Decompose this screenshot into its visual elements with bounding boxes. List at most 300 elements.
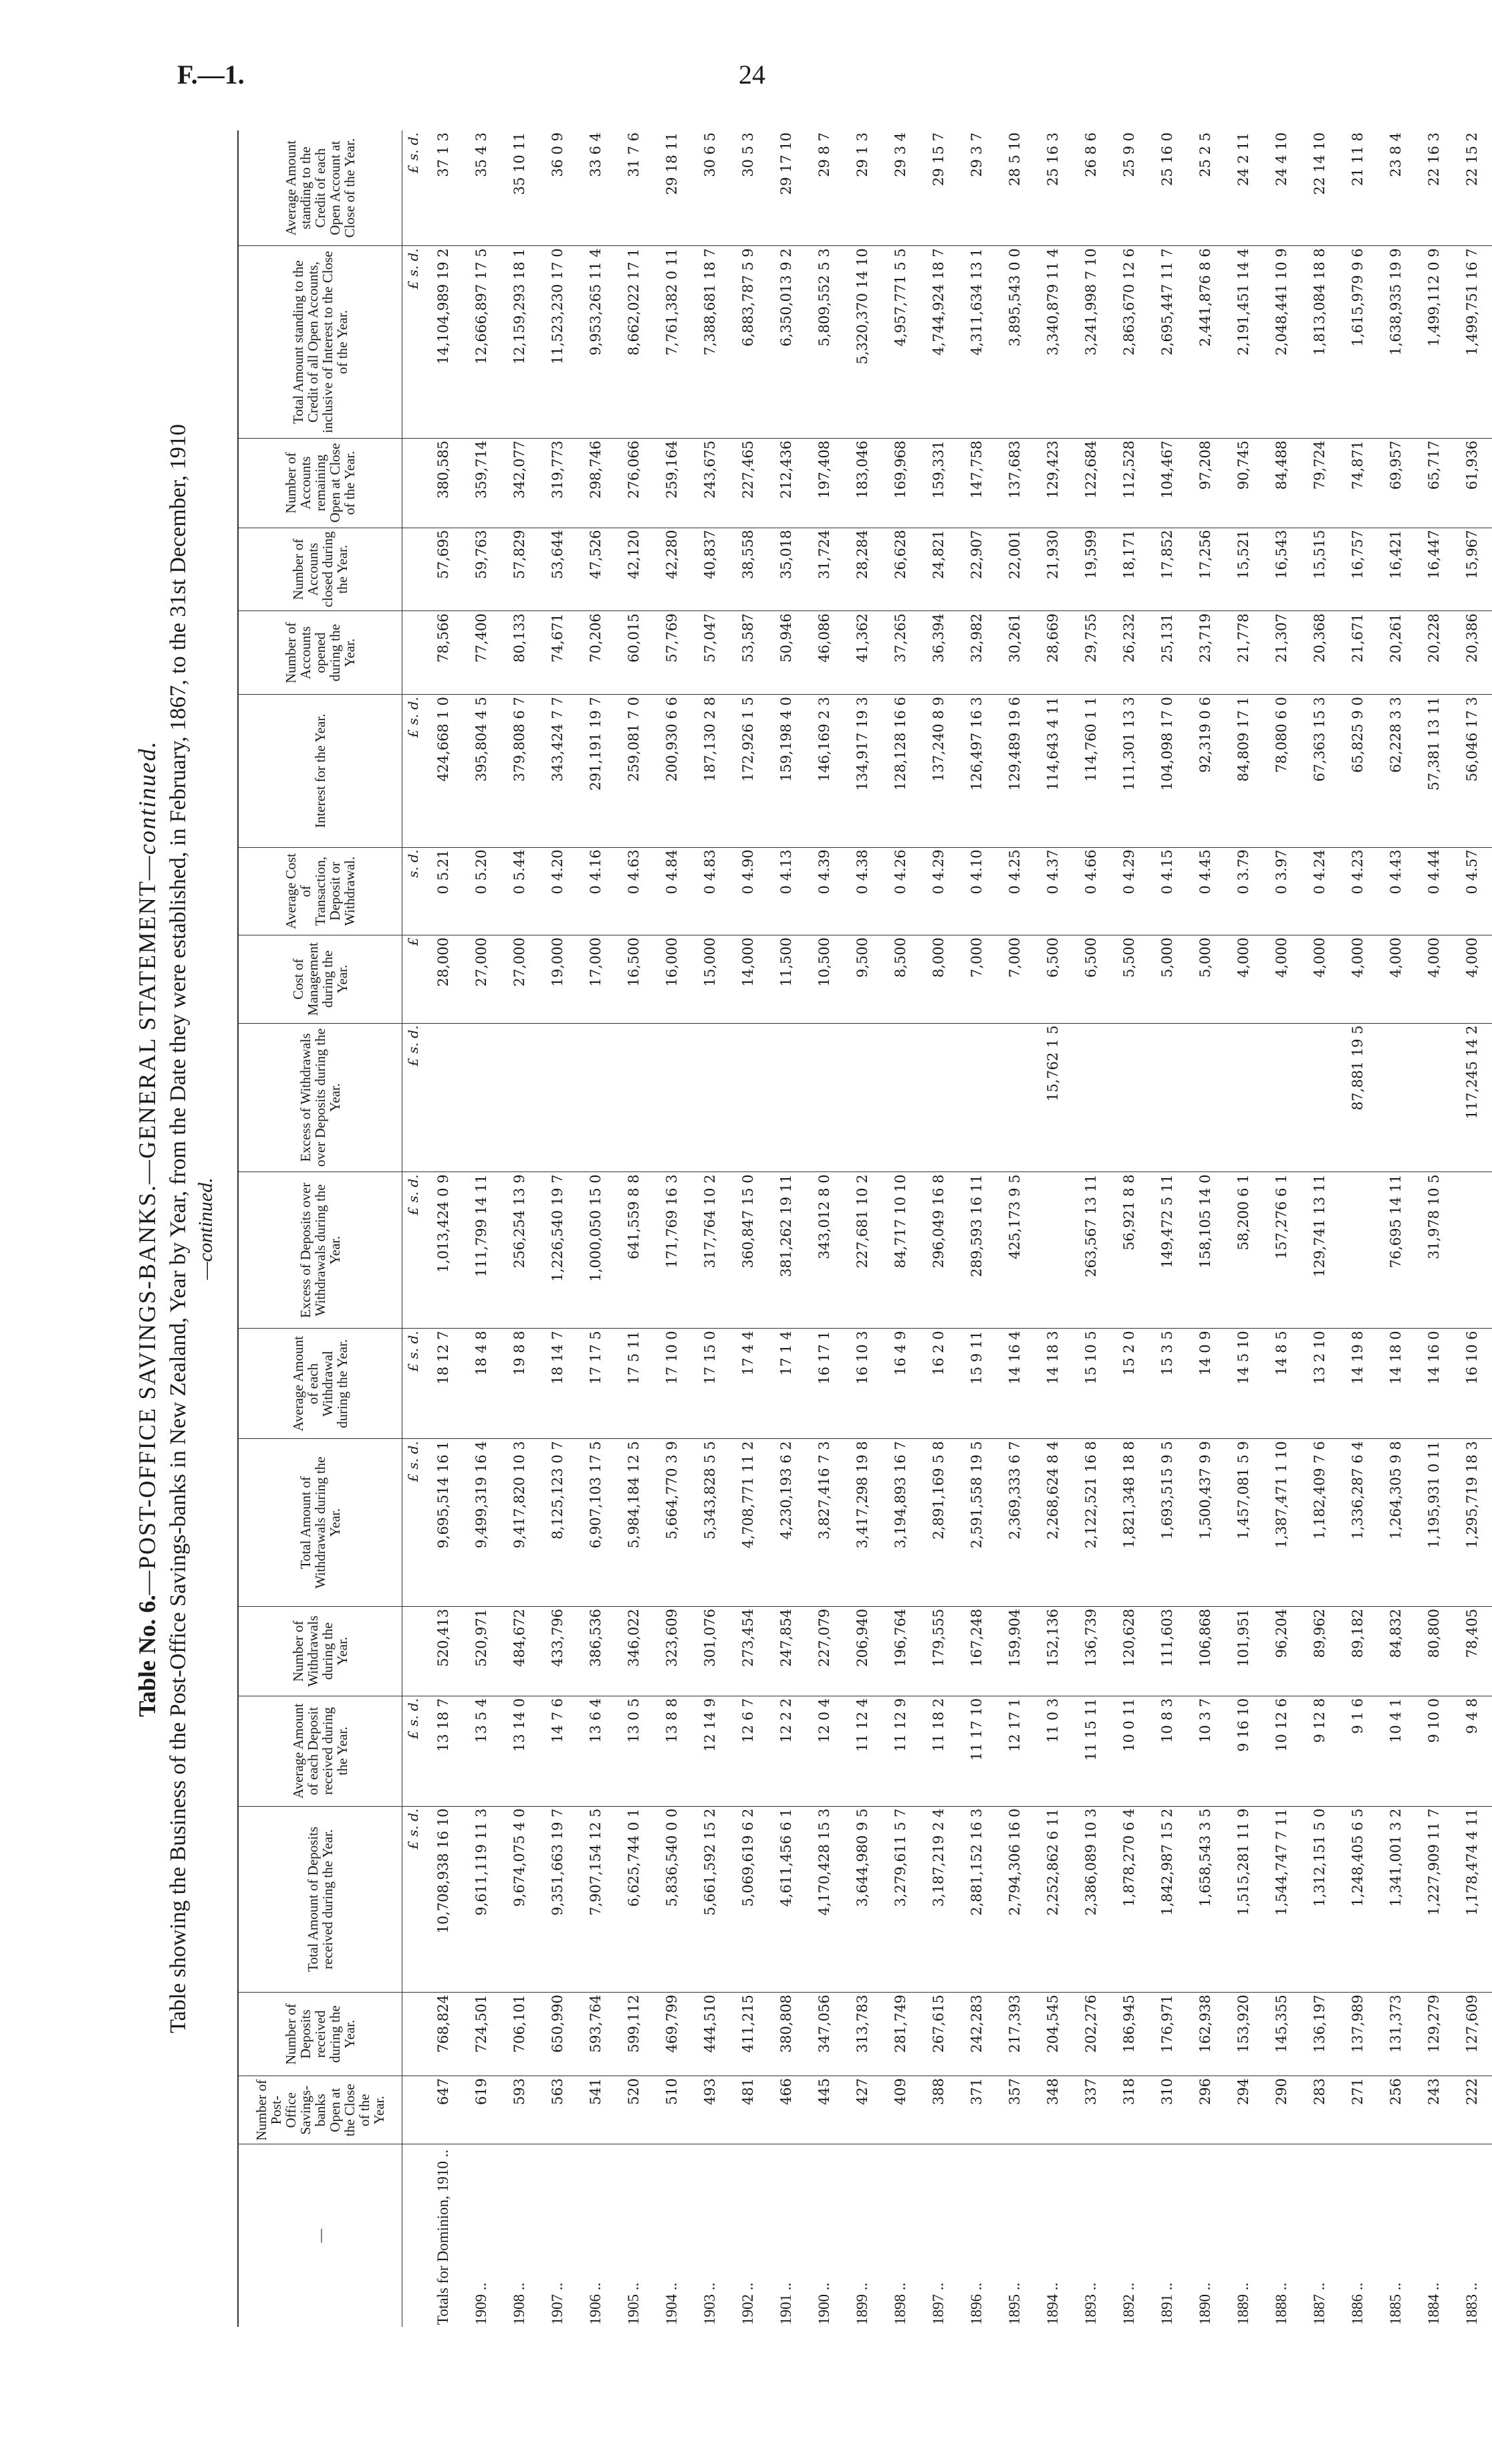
table-cell: 346,022 — [614, 1607, 652, 1696]
table-cell: 17 5 11 — [614, 1329, 652, 1439]
table-subtitle — [165, 130, 219, 2327]
table-row — [614, 130, 652, 2327]
table-cell: 1,341,001 3 2 — [1376, 1806, 1414, 1993]
row-label: Totals for Dominion, 1910 .. — [434, 2149, 451, 2325]
table-row — [1224, 130, 1262, 2327]
row-label: 1893 .. — [1082, 2282, 1099, 2325]
table-cell: 9 10 0 — [1414, 1696, 1453, 1806]
table-cell: 28,669 — [1033, 611, 1072, 695]
unit-cell — [402, 611, 424, 695]
table-cell: 26,232 — [1110, 611, 1148, 695]
row-label: 1895 .. — [1005, 2282, 1023, 2325]
table-cell: 3,340,879 11 4 — [1033, 246, 1072, 438]
table-cell: 10 4 1 — [1376, 1696, 1414, 1806]
table-cell: 16,500 — [614, 935, 652, 1023]
table-cell: 20,228 — [1414, 611, 1453, 695]
table-cell: 122,684 — [1072, 438, 1110, 528]
table-cell: 20,368 — [1300, 611, 1338, 695]
table-cell: 7,000 — [957, 935, 995, 1023]
unit-cell — [402, 2144, 424, 2327]
row-label: 1903 .. — [701, 2282, 718, 2325]
table-cell: 61,936 — [1453, 438, 1491, 528]
table-cell: 427 — [843, 2076, 881, 2144]
unit-cell: £ s. d. — [402, 1172, 424, 1329]
table-cell: 200,930 6 6 — [652, 695, 691, 847]
table-cell: 57,381 13 11 — [1414, 695, 1453, 847]
table-cell: 9,674,075 4 0 — [500, 1806, 538, 1993]
table-cell: 129,279 — [1414, 1993, 1453, 2076]
table-cell: 310 — [1148, 2076, 1186, 2144]
table-cell: 26,628 — [881, 528, 919, 611]
table-cell: 0 4.29 — [1110, 847, 1148, 935]
table-cell — [1186, 1023, 1224, 1172]
table-cell: 1,312,151 5 0 — [1300, 1806, 1338, 1993]
table-cell: 153,920 — [1224, 1993, 1262, 2076]
table-cell: 541 — [576, 2076, 614, 2144]
column-header: Number of Withdrawals during the Year. — [238, 1607, 402, 1696]
table-cell: 2,386,089 10 3 — [1072, 1806, 1110, 1993]
table-cell: 24 2 11 — [1224, 130, 1262, 246]
table-cell: 15 10 5 — [1072, 1329, 1110, 1439]
table-cell — [1262, 1023, 1300, 1172]
table-cell: 15,515 — [1300, 528, 1338, 611]
table-row — [1414, 130, 1453, 2327]
table-cell: 53,587 — [729, 611, 767, 695]
table-cell: 41,362 — [843, 611, 881, 695]
table-row — [1072, 130, 1110, 2327]
table-cell: 222 — [1453, 2076, 1491, 2144]
table-cell — [1453, 1172, 1491, 1329]
table-cell: 176,971 — [1148, 1993, 1186, 2076]
table-cell: 69,957 — [1376, 438, 1414, 528]
row-label: 1901 .. — [777, 2282, 794, 2325]
table-cell: 11 17 10 — [957, 1696, 995, 1806]
table-row — [1453, 130, 1491, 2327]
table-cell: 1,457,081 5 9 — [1224, 1439, 1262, 1607]
column-header: Total Amount of Withdrawals during the Year. — [238, 1439, 402, 1607]
table-cell: 171,769 16 3 — [652, 1172, 691, 1329]
table-cell: 1,387,471 1 10 — [1262, 1439, 1300, 1607]
table-cell: 158,105 14 0 — [1186, 1172, 1224, 1329]
table-cell: 57,769 — [652, 611, 691, 695]
table-cell: 129,741 13 11 — [1300, 1172, 1338, 1329]
table-cell: 28,000 — [424, 935, 462, 1023]
table-cell: 290 — [1262, 2076, 1300, 2144]
table-cell: 29 3 7 — [957, 130, 995, 246]
table-row — [500, 130, 538, 2327]
table-cell: 159,198 4 0 — [767, 695, 805, 847]
table-cell — [881, 1023, 919, 1172]
table-cell: 8,500 — [881, 935, 919, 1023]
table-cell: 13 14 0 — [500, 1696, 538, 1806]
table-cell: 65,825 9 0 — [1338, 695, 1376, 847]
table-cell: 27,000 — [500, 935, 538, 1023]
table-cell — [1224, 1023, 1262, 1172]
table-cell: 0 4.25 — [995, 847, 1033, 935]
table-cell: 263,567 13 11 — [1072, 1172, 1110, 1329]
table-cell: 5,343,828 5 5 — [691, 1439, 729, 1607]
table-cell: 60,015 — [614, 611, 652, 695]
unit-cell — [402, 528, 424, 611]
table-row — [576, 130, 614, 2327]
table-cell — [1072, 1023, 1110, 1172]
unit-cell: £ s. d. — [402, 1439, 424, 1607]
table-cell: 4,000 — [1453, 935, 1491, 1023]
table-cell: 10,500 — [805, 935, 843, 1023]
table-cell: 21,307 — [1262, 611, 1300, 695]
table-cell: 65,717 — [1414, 438, 1453, 528]
table-cell: 1,178,474 4 11 — [1453, 1806, 1491, 1993]
table-cell: 19,000 — [538, 935, 576, 1023]
table-cell: 3,241,998 7 10 — [1072, 246, 1110, 438]
table-cell: 4,000 — [1376, 935, 1414, 1023]
table-cell: 647 — [424, 2076, 462, 2144]
table-cell: 319,773 — [538, 438, 576, 528]
unit-cell: £ s. d. — [402, 1023, 424, 1172]
column-header: Interest for the Year. — [238, 695, 402, 847]
table-cell: 4,708,771 11 2 — [729, 1439, 767, 1607]
table-cell: 20,386 — [1453, 611, 1491, 695]
table-cell: 126,497 16 3 — [957, 695, 995, 847]
table-cell: 9,695,514 16 1 — [424, 1439, 462, 1607]
table-cell: 96,204 — [1262, 1607, 1300, 1696]
table-cell: 187,130 2 8 — [691, 695, 729, 847]
column-header: Average Amount of each Withdrawal during the Year. — [238, 1329, 402, 1439]
table-cell: 31 7 6 — [614, 130, 652, 246]
table-cell: 84,488 — [1262, 438, 1300, 528]
table-cell: 9,500 — [843, 935, 881, 1023]
table-cell: 313,783 — [843, 1993, 881, 2076]
table-cell: 14 16 0 — [1414, 1329, 1453, 1439]
table-cell: 1,693,515 9 5 — [1148, 1439, 1186, 1607]
table-cell: 6,500 — [1072, 935, 1110, 1023]
table-cell: 247,854 — [767, 1607, 805, 1696]
table-cell: 4,230,193 6 2 — [767, 1439, 805, 1607]
table-subtitle-suffix: —continued. — [195, 1178, 217, 1280]
table-cell: 7,388,681 18 7 — [691, 246, 729, 438]
column-header: Average Cost of Transaction, Deposit or Withdrawal. — [238, 847, 402, 935]
table-cell: 1,842,987 15 2 — [1148, 1806, 1186, 1993]
table-cell: 0 4.13 — [767, 847, 805, 935]
table-cell: 359,714 — [462, 438, 500, 528]
table-cell: 5,000 — [1186, 935, 1224, 1023]
table-cell: 16,447 — [1414, 528, 1453, 611]
table-cell: 337 — [1072, 2076, 1110, 2144]
table-cell: 4,311,634 13 1 — [957, 246, 995, 438]
table-cell — [1110, 1023, 1148, 1172]
table-cell: 466 — [767, 2076, 805, 2144]
table-cell: 17 10 0 — [652, 1329, 691, 1439]
table-cell: 12 2 2 — [767, 1696, 805, 1806]
column-header: Number of Deposits received during the Year. — [238, 1993, 402, 2076]
table-cell: 379,808 6 7 — [500, 695, 538, 847]
table-cell: 724,501 — [462, 1993, 500, 2076]
table-cell: 5,661,592 15 2 — [691, 1806, 729, 1993]
column-header: — — [238, 2144, 402, 2327]
table-cell: 593 — [500, 2076, 538, 2144]
table-cell: 5,836,540 0 0 — [652, 1806, 691, 1993]
table-cell: 5,320,370 14 10 — [843, 246, 881, 438]
table-cell: 169,968 — [881, 438, 919, 528]
table-cell: 3,417,298 19 8 — [843, 1439, 881, 1607]
table-cell: 87,881 19 5 — [1338, 1023, 1376, 1172]
table-cell: 202,276 — [1072, 1993, 1110, 2076]
row-label: 1906 .. — [586, 2282, 604, 2325]
table-cell: 16 4 9 — [881, 1329, 919, 1439]
table-cell: 1,499,751 16 7 — [1453, 246, 1491, 438]
table-cell: 22 15 2 — [1453, 130, 1491, 246]
table-cell: 424,668 1 0 — [424, 695, 462, 847]
table-cell: 1,813,084 18 8 — [1300, 246, 1338, 438]
table-cell: 0 5.20 — [462, 847, 500, 935]
table-cell: 120,628 — [1110, 1607, 1148, 1696]
table-cell: 15,762 1 5 — [1033, 1023, 1072, 1172]
table-cell: 493 — [691, 2076, 729, 2144]
table-cell: 16,543 — [1262, 528, 1300, 611]
table-cell: 360,847 15 0 — [729, 1172, 767, 1329]
table-cell: 2,794,306 16 0 — [995, 1806, 1033, 1993]
table-cell: 33 6 4 — [576, 130, 614, 246]
column-header: Excess of Withdrawals over Deposits during the Year. — [238, 1023, 402, 1172]
table-cell: 92,319 0 6 — [1186, 695, 1224, 847]
table-cell: 395,804 4 5 — [462, 695, 500, 847]
table-cell: 1,638,935 19 9 — [1376, 246, 1414, 438]
table-cell: 1,226,540 19 7 — [538, 1172, 576, 1329]
table-cell: 16,421 — [1376, 528, 1414, 611]
table-cell: 101,951 — [1224, 1607, 1262, 1696]
table-cell: 4,000 — [1300, 935, 1338, 1023]
table-cell — [805, 1023, 843, 1172]
table-cell: 137,989 — [1338, 1993, 1376, 2076]
table-cell: 0 4.10 — [957, 847, 995, 935]
table-cell: 6,350,013 9 2 — [767, 246, 805, 438]
row-label: 1902 .. — [739, 2282, 756, 2325]
table-cell: 0 4.26 — [881, 847, 919, 935]
column-header: Average Amount of each Deposit received during the Year. — [238, 1696, 402, 1806]
table-cell: 7,907,154 12 5 — [576, 1806, 614, 1993]
table-cell: 8,000 — [919, 935, 957, 1023]
table-cell: 425,173 9 5 — [995, 1172, 1033, 1329]
table-cell: 380,585 — [424, 438, 462, 528]
table-cell: 114,643 4 11 — [1033, 695, 1072, 847]
table-cell: 35 10 11 — [500, 130, 538, 246]
table-cell: 24 4 10 — [1262, 130, 1300, 246]
table-heading: —POST-OFFICE SAVINGS-BANKS.—GENERAL STATEMENT— — [134, 855, 160, 1595]
table-cell: 0 4.29 — [919, 847, 957, 935]
column-header: Total Amount standing to the Credit of all Open Accounts, inclusive of Interest to the Close of the Year. — [238, 246, 402, 438]
table-cell: 14 18 3 — [1033, 1329, 1072, 1439]
table-row — [691, 130, 729, 2327]
unit-cell: £ s. d. — [402, 1329, 424, 1439]
table-row — [805, 130, 843, 2327]
table-cell: 7,000 — [995, 935, 1033, 1023]
table-cell — [576, 1023, 614, 1172]
page-number: 24 — [739, 60, 765, 90]
table-cell: 1,658,543 3 5 — [1186, 1806, 1224, 1993]
table-cell: 78,405 — [1453, 1607, 1491, 1696]
table-cell: 13 18 7 — [424, 1696, 462, 1806]
table-cell: 0 3.97 — [1262, 847, 1300, 935]
table-cell: 145,355 — [1262, 1993, 1300, 2076]
table-cell: 0 4.24 — [1300, 847, 1338, 935]
table-cell: 12,666,897 17 5 — [462, 246, 500, 438]
table-cell: 129,489 19 6 — [995, 695, 1033, 847]
table-cell: 186,945 — [1110, 1993, 1148, 2076]
table-cell: 1,182,409 7 6 — [1300, 1439, 1338, 1607]
table-cell: 4,744,924 18 7 — [919, 246, 957, 438]
table-cell: 1,878,270 6 4 — [1110, 1806, 1148, 1993]
table-cell: 289,593 16 11 — [957, 1172, 995, 1329]
table-cell: 317,764 10 2 — [691, 1172, 729, 1329]
row-label: 1889 .. — [1234, 2282, 1251, 2325]
table-cell: 1,295,719 18 3 — [1453, 1439, 1491, 1607]
table-cell: 78,566 — [424, 611, 462, 695]
table-cell: 30 5 3 — [729, 130, 767, 246]
table-cell: 197,408 — [805, 438, 843, 528]
table-cell: 111,301 13 3 — [1110, 695, 1148, 847]
table-cell: 271 — [1338, 2076, 1376, 2144]
table-cell: 11 0 3 — [1033, 1696, 1072, 1806]
table-cell: 14,104,989 19 2 — [424, 246, 462, 438]
row-label: 1886 .. — [1348, 2282, 1366, 2325]
table-cell: 2,048,441 10 9 — [1262, 246, 1300, 438]
table-cell: 0 4.66 — [1072, 847, 1110, 935]
table-cell: 9 4 8 — [1453, 1696, 1491, 1806]
table-subtitle-text: Table showing the Business of the Post-Office Savings-banks in New Zealand, Year by Year, from the Date they were established, in February, 1867, to the 31st December, 1910 — [166, 424, 191, 2033]
table-cell: 16 2 0 — [919, 1329, 957, 1439]
table-titles — [130, 130, 219, 2327]
table-cell: 15 3 5 — [1148, 1329, 1186, 1439]
table-cell: 18 12 7 — [424, 1329, 462, 1439]
table-cell: 67,363 15 3 — [1300, 695, 1338, 847]
table-cell: 46,086 — [805, 611, 843, 695]
table-cell: 388 — [919, 2076, 957, 2144]
table-cell: 17 1 4 — [767, 1329, 805, 1439]
table-cell: 17,000 — [576, 935, 614, 1023]
table-cell: 21,671 — [1338, 611, 1376, 695]
table-cell: 111,603 — [1148, 1607, 1186, 1696]
table-cell: 36,394 — [919, 611, 957, 695]
unit-cell: £ s. d. — [402, 1696, 424, 1806]
table-cell: 28,284 — [843, 528, 881, 611]
table-cell: 22,001 — [995, 528, 1033, 611]
units-row — [402, 130, 424, 2327]
unit-cell — [402, 2076, 424, 2144]
table-cell: 29 1 3 — [843, 130, 881, 246]
table-cell: 2,369,333 6 7 — [995, 1439, 1033, 1607]
table-cell: 227,465 — [729, 438, 767, 528]
unit-cell: £ s. d. — [402, 695, 424, 847]
table-cell: 31,724 — [805, 528, 843, 611]
table-cell: 259,081 7 0 — [614, 695, 652, 847]
table-row — [729, 130, 767, 2327]
table-cell: 159,331 — [919, 438, 957, 528]
row-label: 1888 .. — [1272, 2282, 1289, 2325]
table-row — [1033, 130, 1072, 2327]
table-cell: 6,500 — [1033, 935, 1072, 1023]
table-cell: 371 — [957, 2076, 995, 2144]
table-cell — [652, 1023, 691, 1172]
table-cell: 19,599 — [1072, 528, 1110, 611]
table-row — [919, 130, 957, 2327]
table-cell: 11 12 4 — [843, 1696, 881, 1806]
table-cell: 84,717 10 10 — [881, 1172, 919, 1329]
table-cell: 25 16 0 — [1148, 130, 1186, 246]
table-cell: 4,957,771 5 5 — [881, 246, 919, 438]
table-header-row — [238, 130, 402, 2327]
table-cell: 5,809,552 5 3 — [805, 246, 843, 438]
table-cell: 37,265 — [881, 611, 919, 695]
table-cell: 10 8 3 — [1148, 1696, 1186, 1806]
table-cell: 484,672 — [500, 1607, 538, 1696]
table-cell: 57,047 — [691, 611, 729, 695]
table-cell: 77,400 — [462, 611, 500, 695]
table-cell: 227,681 10 2 — [843, 1172, 881, 1329]
table-cell: 18 4 8 — [462, 1329, 500, 1439]
table-cell: 136,739 — [1072, 1607, 1110, 1696]
table-cell: 10 3 7 — [1186, 1696, 1224, 1806]
table-cell: 18,171 — [1110, 528, 1148, 611]
table-row — [1148, 130, 1186, 2327]
table-cell: 2,191,451 14 4 — [1224, 246, 1262, 438]
table-cell: 0 4.37 — [1033, 847, 1072, 935]
table-cell: 14 19 8 — [1338, 1329, 1376, 1439]
table-cell: 38,558 — [729, 528, 767, 611]
table-cell: 1,500,437 9 9 — [1186, 1439, 1224, 1607]
table-cell: 146,169 2 3 — [805, 695, 843, 847]
table-cell: 21,778 — [1224, 611, 1262, 695]
table-cell: 204,545 — [1033, 1993, 1072, 2076]
table-cell: 3,194,893 16 7 — [881, 1439, 919, 1607]
table-cell: 1,336,287 6 4 — [1338, 1439, 1376, 1607]
table-cell: 114,760 1 1 — [1072, 695, 1110, 847]
table-cell: 57,695 — [424, 528, 462, 611]
table-cell: 12 6 7 — [729, 1696, 767, 1806]
table-cell: 35 4 3 — [462, 130, 500, 246]
table-cell — [1148, 1023, 1186, 1172]
table-cell: 16 17 1 — [805, 1329, 843, 1439]
table-cell: 16 10 6 — [1453, 1329, 1491, 1439]
table-cell: 11,523,230 17 0 — [538, 246, 576, 438]
rotated-sheet — [130, 130, 1480, 2327]
table-cell: 0 4.38 — [843, 847, 881, 935]
table-cell: 16,000 — [652, 935, 691, 1023]
column-header: Number of Accounts closed during the Year. — [238, 528, 402, 611]
table-cell: 2,695,447 11 7 — [1148, 246, 1186, 438]
column-header: Number of Post-Office Savings-banks Open at the Close of the Year. — [238, 2076, 402, 2144]
table-row — [652, 130, 691, 2327]
table-cell — [995, 1023, 1033, 1172]
table-cell: 347,056 — [805, 1993, 843, 2076]
table-cell: 0 4.44 — [1414, 847, 1453, 935]
row-label: 1892 .. — [1120, 2282, 1137, 2325]
table-cell: 381,262 19 11 — [767, 1172, 805, 1329]
row-label: 1907 .. — [548, 2282, 566, 2325]
table-cell: 13 8 8 — [652, 1696, 691, 1806]
table-cell: 1,248,405 6 5 — [1338, 1806, 1376, 1993]
table-cell: 445 — [805, 2076, 843, 2144]
table-cell: 13 6 4 — [576, 1696, 614, 1806]
page-label: F.—1. — [177, 60, 245, 90]
table-cell: 30 6 5 — [691, 130, 729, 246]
row-label: 1885 .. — [1386, 2282, 1404, 2325]
table-cell: 18 14 7 — [538, 1329, 576, 1439]
table-cell: 3,895,543 0 0 — [995, 246, 1033, 438]
table-cell: 70,206 — [576, 611, 614, 695]
row-label: 1904 .. — [662, 2282, 680, 2325]
table-cell: 1,515,281 11 9 — [1224, 1806, 1262, 1993]
table-cell: 152,136 — [1033, 1607, 1072, 1696]
